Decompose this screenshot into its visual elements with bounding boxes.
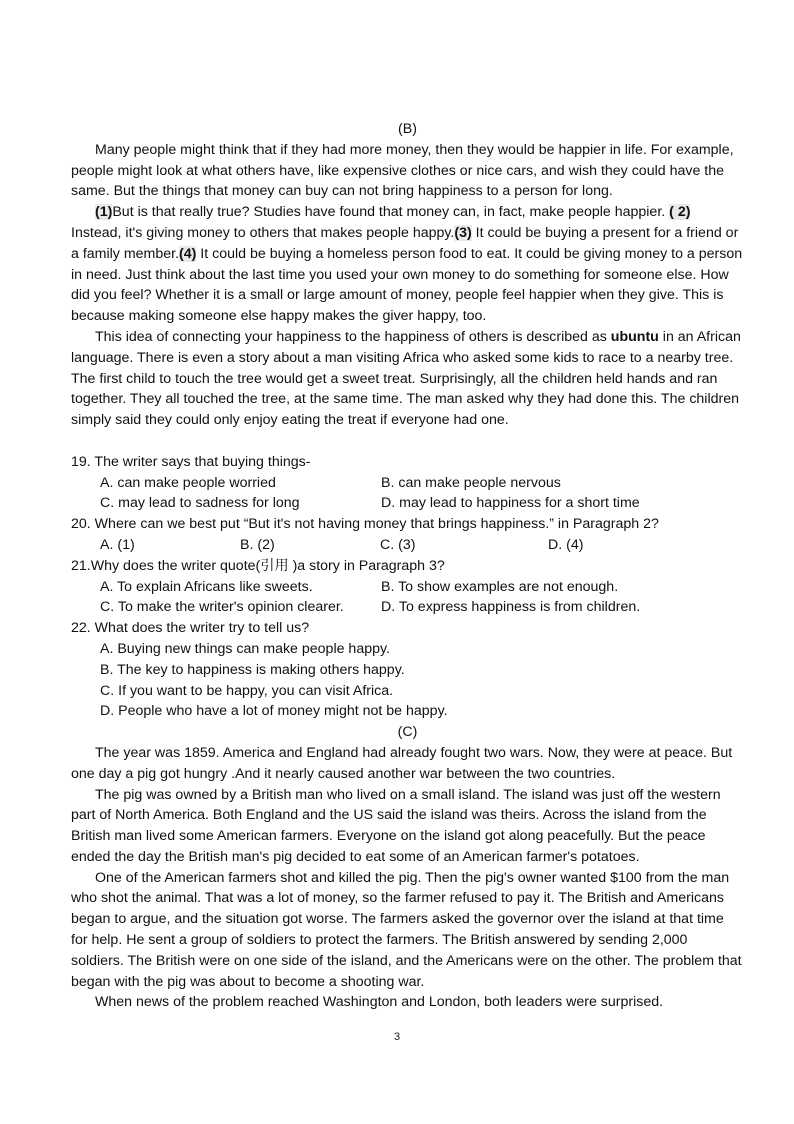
ubuntu-term: ubuntu — [610, 328, 659, 345]
document-page — [71, 119, 744, 1013]
paragraph-3-text-a: This idea of connecting your happiness to the happiness of others is described as — [95, 328, 611, 345]
section-b-paragraph-3 — [71, 327, 744, 431]
section-c-heading: (C) — [397, 724, 418, 741]
question-19 — [71, 452, 744, 514]
option-d: D. may lead to happiness for a short time — [381, 495, 640, 512]
question-21 — [71, 556, 744, 618]
section-c-paragraph-3: One of the American farmers shot and killed the pig. Then the pig's owner wanted $100 from the man who shot the animal. That was a lot of money, so the farmer refused to pay it. The British and Americans began to argue, and the situation got worse. The farmers asked the governor over the island at that time for help. He sent a group of soldiers to protect the farmers. The British answered by sending 2,000 soldiers. The British were on one side of the island, and the Americans were on the other. The problem that began with the pig was about to become a shooting war. — [71, 869, 742, 990]
section-b-paragraph-1: Many people might think that if they had more money, then they would be happier in life. For example, people might look at what others have, like expensive clothes or nice cars, and wish they could have the same. But the things that money can buy can not bring happiness to a person for long. — [71, 141, 734, 200]
option-a: A. (1) — [100, 536, 135, 553]
paragraph-3-text-b: in an African language. There is even a story about a man visiting Africa who asked some kids to race to a nearby tree. The first child to touch the tree would get a sweet treat. Surprisingly, all the children held hands and ran together. They all touched the tree, at the same time. The man asked why they had done this. The children simply said they could only enjoy eating the treat if everyone had one. — [71, 328, 741, 429]
paragraph-2-text-c: It could be buying a present for a friend or a family member. — [71, 224, 739, 262]
section-c-paragraph-2: The pig was owned by a British man who lived on a small island. The island was just off the western part of North America. Both England and the US said the island was theirs. Across the island from the British man lived some American farmers. Everyone on the island got along peacefully. But the peace ended the day the British man's pig decided to eat some of an American farmer's potatoes. — [71, 786, 721, 865]
option-d: D. To express happiness is from children. — [381, 599, 641, 616]
question-stem: 22. What does the writer try to tell us? — [71, 620, 310, 637]
blank-marker-4: (4) — [179, 245, 197, 262]
section-b-heading: (B) — [398, 121, 417, 137]
option-a: A. Buying new things can make people happy. — [100, 640, 390, 657]
option-c: C. If you want to be happy, you can visit Africa. — [100, 682, 394, 699]
blank-marker-1: (1) — [95, 204, 113, 221]
question-stem: 19. The writer says that buying things- — [71, 453, 311, 470]
paragraph-2-text-a: But is that really true? Studies have found that money can, in fact, make people happier. — [112, 204, 666, 221]
paragraph-2-text-b: Instead, it's giving money to others that makes people happy. — [71, 224, 455, 241]
option-b: B. The key to happiness is making others happy. — [100, 661, 405, 678]
question-20 — [71, 514, 744, 556]
option-b: B. To show examples are not enough. — [381, 578, 619, 595]
option-b: B. (2) — [240, 536, 275, 553]
option-d: D. People who have a lot of money might not be happy. — [100, 703, 448, 720]
option-c: C. may lead to sadness for long — [100, 495, 300, 512]
question-stem: 20. Where can we best put “But it's not having money that brings happiness.” in Paragraph 2? — [71, 516, 659, 533]
blank-marker-3: (3) — [454, 224, 472, 241]
option-a: A. To explain Africans like sweets. — [100, 578, 313, 595]
option-c: C. To make the writer's opinion clearer. — [100, 599, 344, 616]
section-b-paragraph-2 — [71, 202, 744, 327]
paragraph-2-text-d: It could be buying a homeless person food to eat. It could be giving money to a person in need. Just think about the last time you used your own money to do something for someone else. How did you feel? Whether it is a small or large amount of money, people feel happier when they give. This is because making someone else happy makes the giver happy, too. — [71, 245, 743, 325]
option-c: C. (3) — [380, 536, 416, 553]
question-stem: 21.Why does the writer quote(引用 )a story in Paragraph 3? — [71, 557, 445, 574]
blank-marker-2: ( 2) — [669, 204, 691, 221]
page-number: 3 — [393, 1031, 401, 1043]
option-a: A. can make people worried — [100, 474, 276, 491]
option-d: D. (4) — [548, 536, 584, 553]
question-22 — [71, 618, 744, 722]
option-b: B. can make people nervous — [381, 474, 561, 491]
section-c-paragraph-4: When news of the problem reached Washington and London, both leaders were surprised. — [95, 994, 664, 1011]
section-c-paragraph-1: The year was 1859. America and England had already fought two wars. Now, they were at peace. But one day a pig got hungry .And it nearly caused another war between the two countries. — [71, 744, 733, 782]
